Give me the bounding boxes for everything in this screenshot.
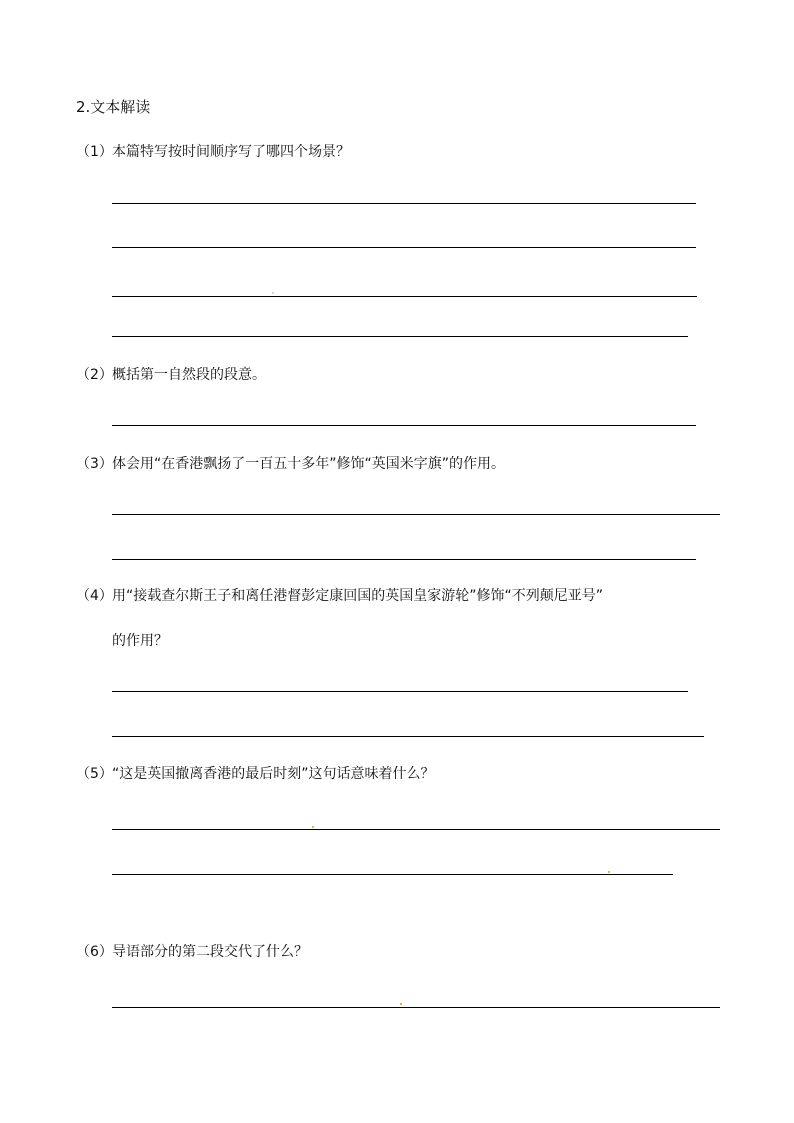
question-4-number: （4） — [76, 588, 113, 604]
question-5-number: （5） — [76, 766, 113, 782]
question-2-text: 概括第一自然段的段意。 — [112, 367, 266, 383]
question-6-text: 导语部分的第二段交代了什么？ — [112, 944, 308, 960]
question-6-number: （6） — [76, 944, 113, 960]
answer-line — [112, 691, 688, 692]
question-4-text-continued: 的作用？ — [112, 633, 168, 649]
question-1-text: 本篇特写按时间顺序写了哪四个场景？ — [112, 144, 350, 160]
question-3-number: （3） — [76, 456, 113, 472]
answer-line — [112, 1007, 720, 1008]
answer-line — [112, 336, 688, 337]
answer-line — [112, 203, 696, 204]
answer-line — [112, 514, 720, 515]
answer-line — [112, 559, 696, 560]
scan-speck — [608, 871, 610, 873]
answer-line — [112, 736, 704, 737]
answer-line — [112, 296, 697, 297]
question-1-number: （1） — [76, 144, 113, 160]
scan-speck — [312, 826, 314, 828]
scan-speck — [400, 1003, 402, 1005]
question-5-text: “这是英国撤离香港的最后时刻”这句话意味着什么？ — [112, 766, 435, 782]
scan-speck — [272, 292, 274, 294]
answer-line — [112, 829, 720, 830]
answer-line — [112, 247, 696, 248]
question-4-text: 用“接载查尔斯王子和离任港督彭定康回国的英国皇家游轮”修饰“不列颠尼亚号” — [112, 588, 604, 604]
question-3-text: 体会用“在香港飘扬了一百五十多年”修饰“英国米字旗”的作用。 — [112, 456, 506, 472]
question-2-number: （2） — [76, 367, 113, 383]
answer-line — [112, 874, 673, 875]
section-title: 2.文本解读 — [76, 98, 151, 116]
answer-line — [112, 425, 696, 426]
